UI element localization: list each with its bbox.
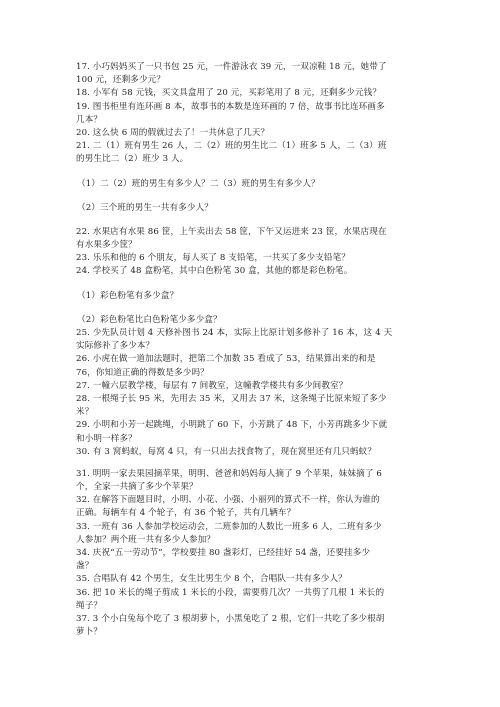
problem-27: 27. 一幢六层教学楼，每层有 7 间教室，这幢教学楼共有多少间教室？ xyxy=(76,380,348,391)
problem-31-line-1: 31. 明明一家去果园摘苹果，明明、爸爸和妈妈每人摘了 9 个苹果，妹妹摘了 6 xyxy=(76,468,382,479)
problem-26-line-2: 76，你知道正确的得数是多少吗？ xyxy=(76,367,209,378)
problem-33-line-2: 人参加？两个班一共有多少人参加？ xyxy=(76,534,216,545)
problem-20: 20. 这么快 6 周的假就过去了！一共休息了几天？ xyxy=(76,127,270,138)
problem-28-line-1: 28. 一根绳子长 95 米，先用去 35 米，又用去 37 米，这条绳子比原来短了多少 xyxy=(76,393,387,404)
problem-17-line-1: 17. 小巧妈妈买了一只书包 25 元，一件游泳衣 39 元，一双凉鞋 18 元，她带了 xyxy=(76,62,387,72)
problem-26-line-1: 26. 小虎在做一道加法题时，把第二个加数 35 看成了 53，结果算出来的和是 xyxy=(76,354,376,365)
problem-21-line-1: 21. 二（1）班有男生 26 人，二（2）班的男生比二（1）班多 5 人，二（3）班 xyxy=(76,141,387,152)
problem-30: 30. 有 3 窝蚂蚁，每窝 4 只，有一只出去找食物了，现在窝里还有几只蚂蚁？ xyxy=(76,446,377,457)
problem-34-line-1: 34. 庆祝“五一劳动节”，学校要挂 80 盏彩灯，已经挂好 54 盏，还要挂多少 xyxy=(76,548,371,558)
problem-24-subquestion-2: （2）彩色粉笔比白色粉笔少多少盒？ xyxy=(77,314,222,325)
problem-18: 18. 小军有 58 元钱，买文具盒用了 20 元，买彩笔用了 8 元，还剩多少元钱？ xyxy=(76,88,382,99)
spacer xyxy=(76,459,434,468)
problem-25-line-1: 25. 少先队员计划 4 天修补图书 24 本，实际上比原计划多修补了 16 本，这 4 天 xyxy=(76,328,393,338)
problem-37-line-2: 萝卜？ xyxy=(76,627,103,638)
problem-29-line-1: 29. 小明和小芳一起跳绳，小明跳了 60 下，小芳跳了 48 下，小芳再跳多少下就 xyxy=(76,420,388,431)
spacer xyxy=(76,191,434,202)
problem-25-line-2: 实际修补了多少本？ xyxy=(76,341,155,352)
problem-32-line-1: 32. 在解答下面题目时，小明、小花、小强、小丽列的算式不一样，你认为谁的 xyxy=(76,495,380,506)
problem-21-subquestion-2: （2）三个班的男生一共有多少人？ xyxy=(77,202,213,213)
problem-21-subquestion-1: （1）二（2）班的男生有多少人？二（3）班的男生有多少人？ xyxy=(77,178,320,189)
problem-36-line-2: 绳子？ xyxy=(76,600,103,611)
spacer xyxy=(76,279,434,290)
spacer xyxy=(76,167,434,178)
problem-37-line-1: 37. 3 个小白兔每个吃了 3 根胡萝卜，小黑兔吃了 2 根，它们一共吃了多少根胡 xyxy=(76,613,385,624)
problem-36-line-1: 36. 把 10 米长的绳子剪成 1 米长的小段，需要剪几次？一共剪了几根 1 米长的 xyxy=(76,587,385,598)
problem-21-line-2: 的男生比二（2）班少 3 人。 xyxy=(76,154,189,165)
problem-34-line-2: 盏？ xyxy=(76,561,94,572)
spacer xyxy=(76,303,434,314)
problem-22-line-2: 有水果多少筐？ xyxy=(76,240,137,251)
problem-17-line-2: 100 元，还剩多少元？ xyxy=(76,75,166,86)
problem-19-line-1: 19. 图书柜里有连环画 8 本，故事书的本数是连环画的 7 倍，故事书比连环画多 xyxy=(76,101,385,112)
problem-19-line-2: 几本？ xyxy=(76,114,103,125)
problem-32-line-2: 正确。每辆车有 4 个轮子，有 36 个轮子，共有几辆车？ xyxy=(76,508,296,519)
problem-24: 24. 学校买了 48 盒粉笔，其中白色粉笔 30 盒，其他的都是彩色粉笔。 xyxy=(76,266,353,277)
spacer xyxy=(76,215,434,226)
problem-33-line-1: 33. 一班有 36 人参加学校运动会，二班参加的人数比一班多 6 人，二班有多少 xyxy=(76,521,382,532)
problem-31-line-2: 个，全家一共摘了多少个苹果？ xyxy=(76,482,198,493)
problem-list xyxy=(76,61,434,639)
problem-28-line-2: 米？ xyxy=(76,407,94,418)
problem-29-line-2: 和小明一样多？ xyxy=(76,433,137,444)
problem-23: 23. 乐乐和他的 6 个朋友，每人买了 8 支铅笔，一共买了多少支铅笔？ xyxy=(76,253,350,264)
problem-22-line-1: 22. 水果店有水果 86 筐，上午卖出去 58 筐，下午又运进来 23 筐，水果店现在 xyxy=(76,226,387,237)
problem-24-subquestion-1: （1）彩色粉笔有多少盒？ xyxy=(77,290,179,301)
problem-35: 35. 合唱队有 42 个男生，女生比男生少 8 个，合唱队一共有多少人？ xyxy=(76,574,347,585)
